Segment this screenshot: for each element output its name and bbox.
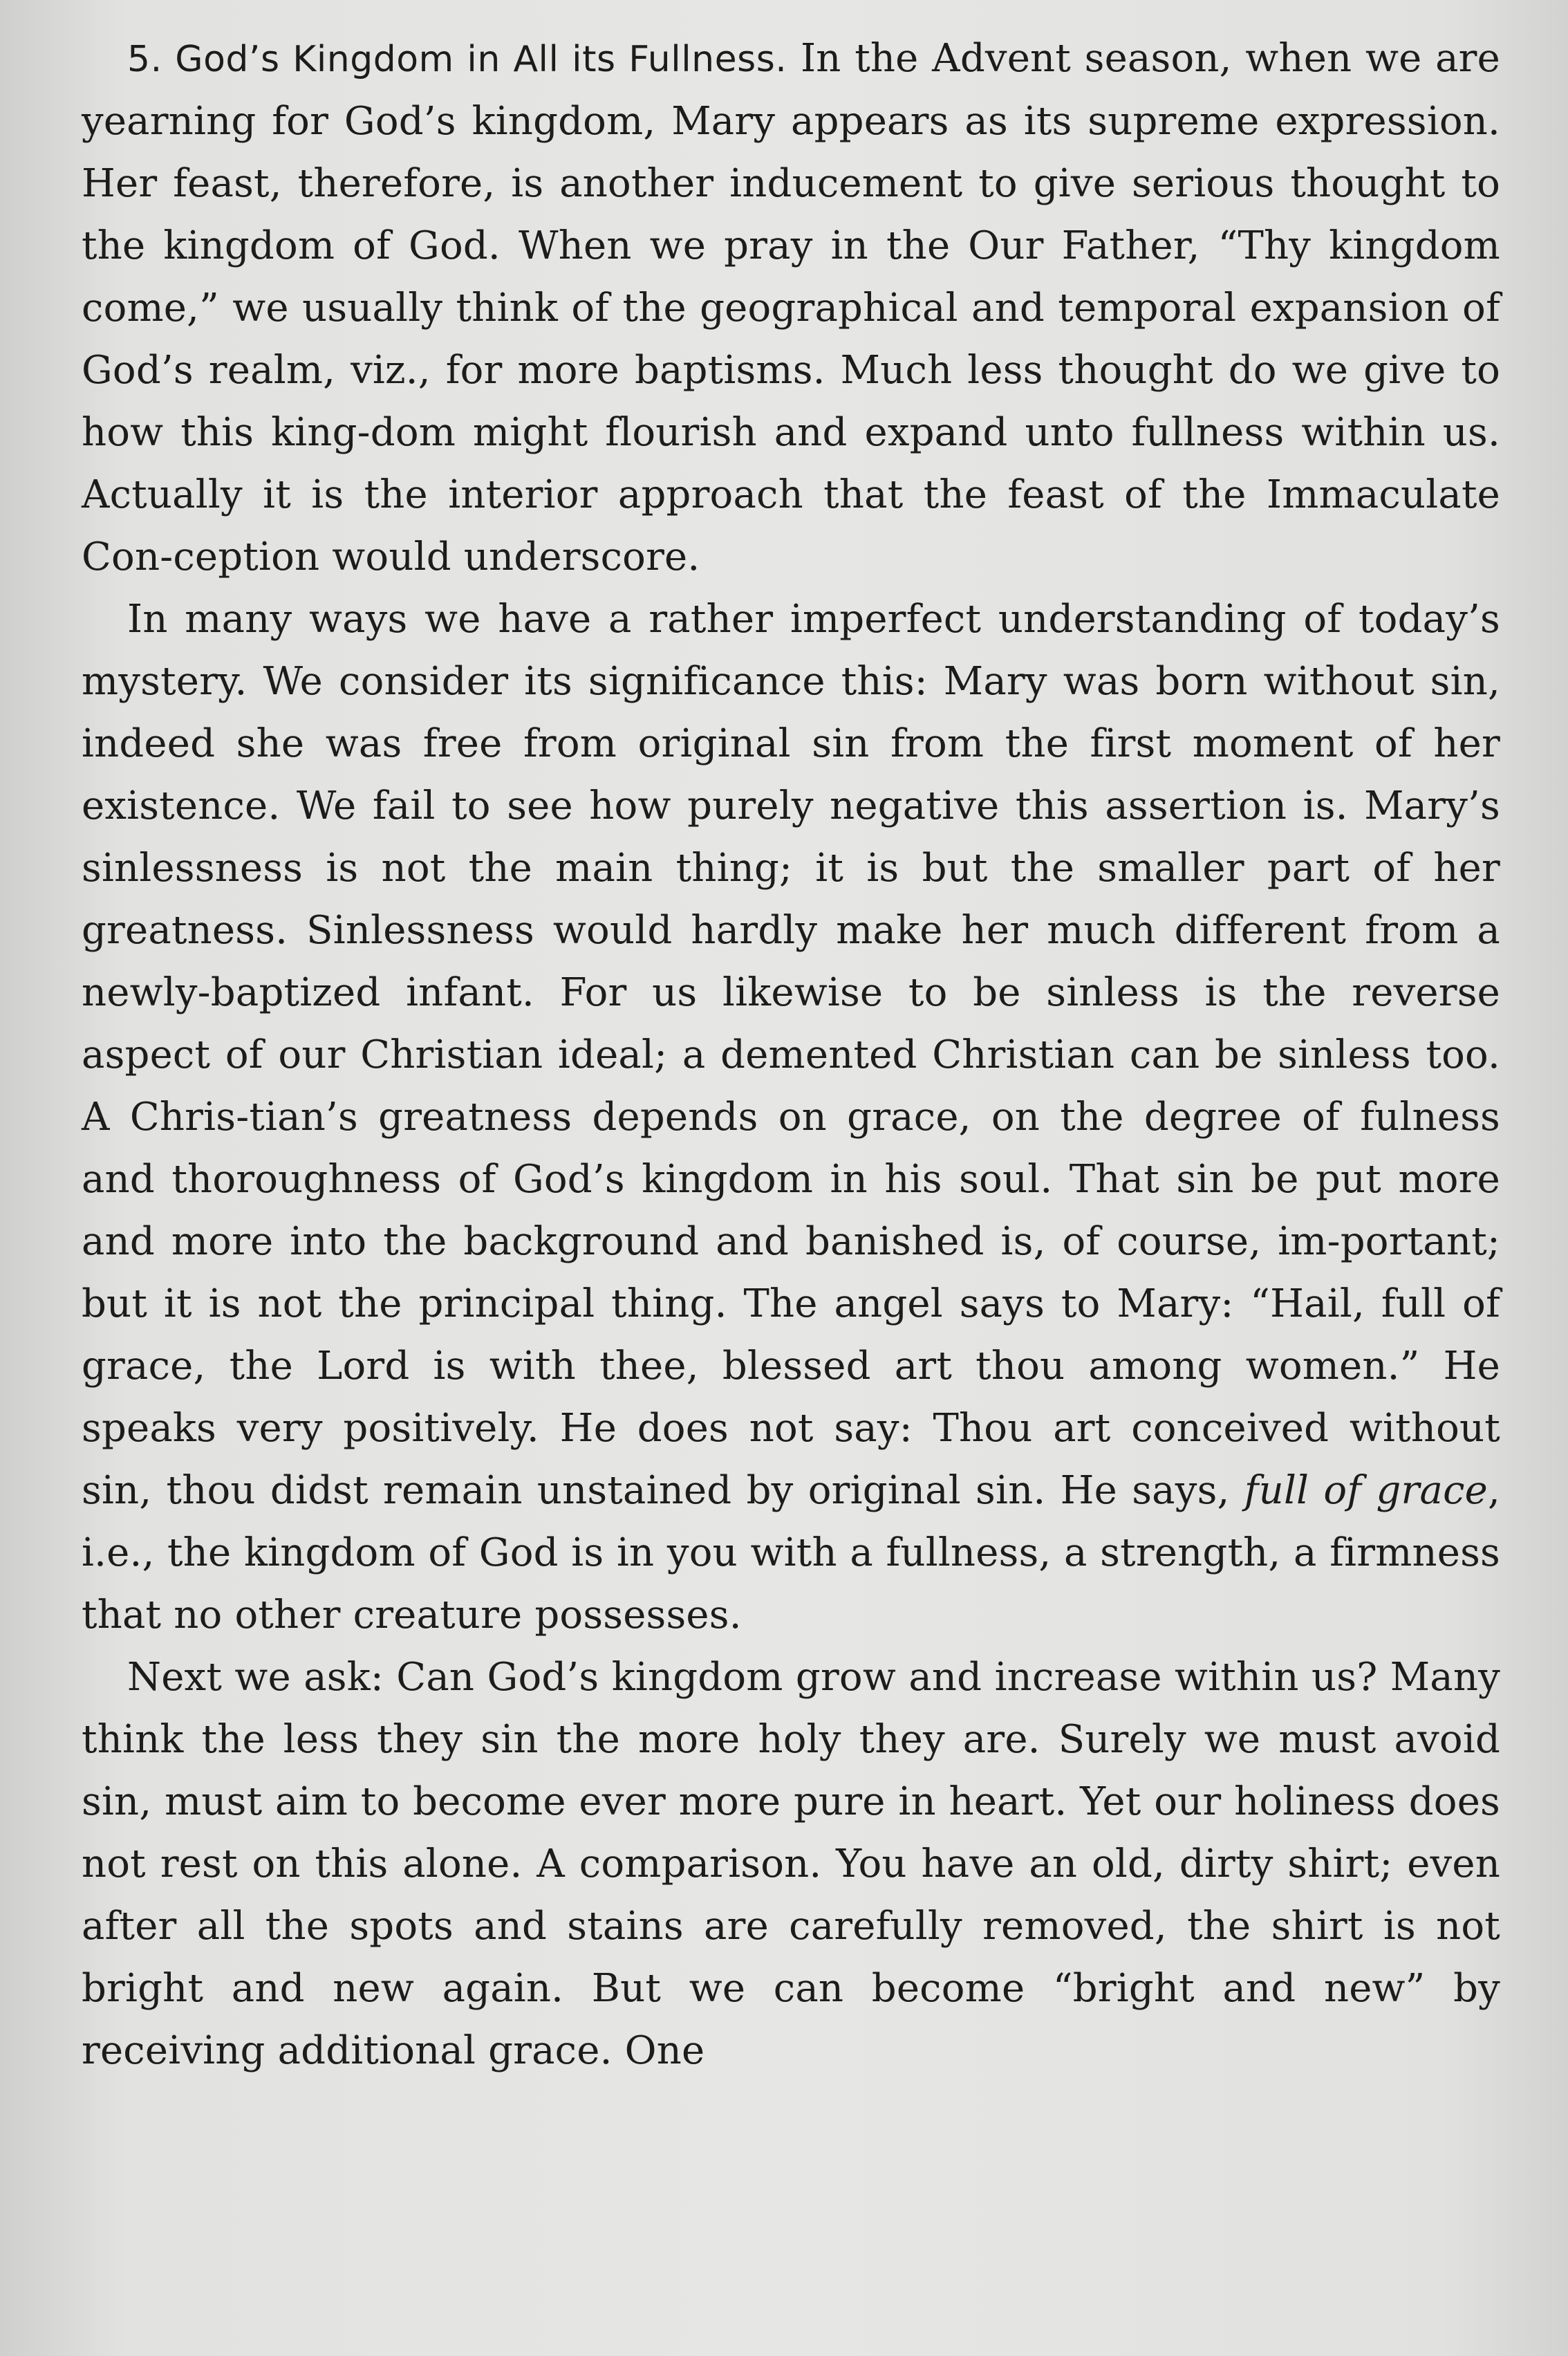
italic-phrase: full of grace bbox=[1244, 1468, 1488, 1513]
page-text bbox=[82, 28, 1500, 2082]
paragraph-growth bbox=[82, 1647, 1500, 2082]
paragraph-text: In the Advent season, when we are yearning for God’s kingdom, Mary appears as its supreme expression. Her feast, therefore, is another inducement to give serious thought to the kingdom of God. When we pray in the Our Father, “Thy kingdom come,” we usually think of the geographical and temporal expansion of God’s realm, viz., for more baptisms. Much less thought do we give to how this king-dom might flourish and expand unto fullness within us. Actually it is the interior approach that the feast of the Immaculate Con-ception would underscore. bbox=[82, 36, 1500, 579]
paragraph-text: , i.e., the kingdom of God is in you with a fullness, a strength, a firmness that no other creature possesses. bbox=[82, 1468, 1500, 1638]
section-heading: 5. God’s Kingdom in All its Fullness. bbox=[127, 39, 787, 80]
paragraph-text: In many ways we have a rather imperfect understanding of today’s mystery. We consider its significance this: Mary was born without sin, indeed she was free from original sin from the first moment of her existence. We fail to see how purely negative this assertion is. Mary’s sinlessness is not the main thing; it is but the smaller part of her greatness. Sinlessness would hardly make her much different from a newly-baptized infant. For us likewise to be sinless is the reverse aspect of our Christian ideal; a demented Christian can be sinless too. A Chris-tian’s greatness depends on grace, on the degree of fulness and thoroughness of God’s kingdom in his soul. That sin be put more and more into the background and banished is, of course, im-portant; but it is not the principal thing. The angel says to Mary: “Hail, full of grace, the Lord is with thee, blessed art thou among women.” He speaks very positively. He does not say: Thou art conceived without sin, thou didst remain unstained by original sin. He says, bbox=[82, 597, 1500, 1513]
paragraph-text: Next we ask: Can God’s kingdom grow and increase within us? Many think the less they sin the more holy they are. Surely we must avoid sin, must aim to become ever more pure in heart. Yet our holiness does not rest on this alone. A comparison. You have an old, dirty shirt; even after all the spots and stains are carefully removed, the shirt is not bright and new again. But we can become “bright and new” by receiving additional grace. One bbox=[82, 1655, 1500, 2073]
paragraph-mystery bbox=[82, 588, 1500, 1647]
paragraph-section-5 bbox=[82, 28, 1500, 588]
